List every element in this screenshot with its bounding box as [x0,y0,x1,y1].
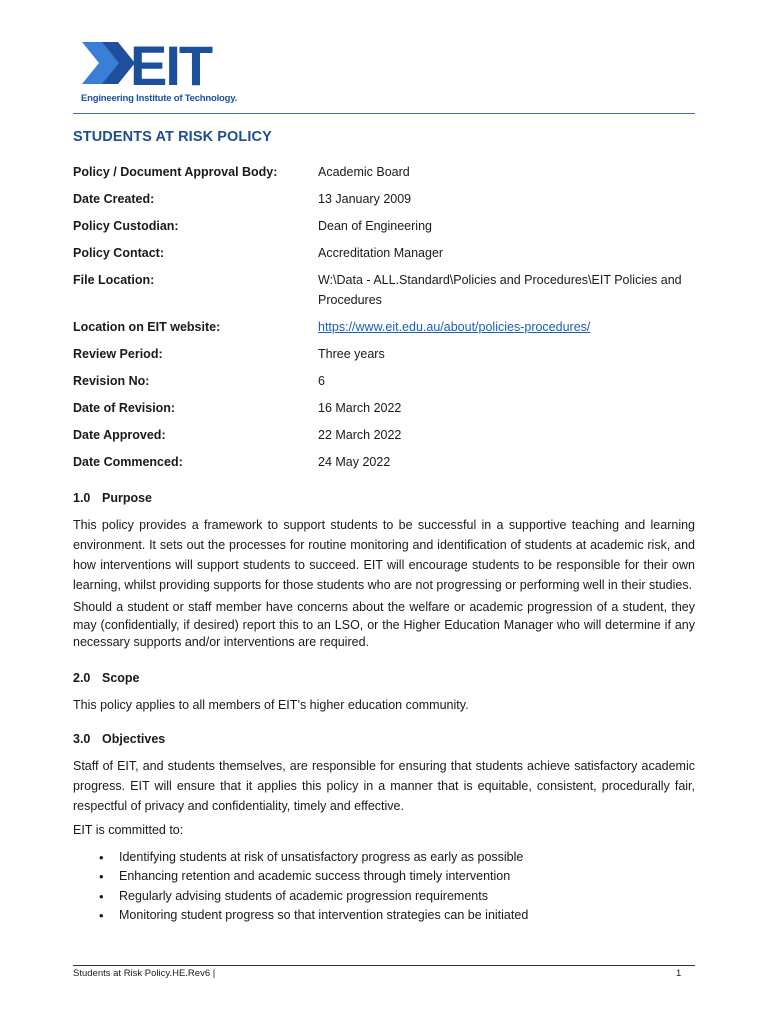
section-number: 1.0 [73,491,91,505]
meta-row-date-revision [73,398,695,418]
section-heading-purpose [73,488,695,508]
section-heading-objectives [73,729,695,749]
meta-value: Three years [318,347,385,361]
meta-label: Date Created: [73,192,155,206]
section-number: 2.0 [73,670,91,685]
meta-value: Academic Board [318,165,410,179]
policies-website-link[interactable]: https://www.eit.edu.au/about/policies-procedures/ [318,320,591,334]
meta-label: Date Approved: [73,428,166,442]
meta-label: File Location: [73,273,155,287]
meta-row-date-commenced [73,452,695,472]
meta-value: 22 March 2022 [318,428,402,442]
list-item: • Enhancing retention and academic success through timely intervention [73,867,695,887]
meta-row-contact [73,243,695,263]
footer-document-reference: Students at Risk Policy.HE.Rev6 | [73,968,216,979]
meta-value: Accreditation Manager [318,246,444,260]
section-heading-scope [73,668,695,688]
meta-row-file-location [73,270,695,310]
logo-tagline: Engineering Institute of Technology. [81,93,238,104]
section-title: Purpose [102,491,153,505]
meta-row-review-period [73,344,695,364]
logo-chevrons-icon [82,42,135,84]
meta-row-revision-no [73,371,695,391]
meta-row-date-created [73,189,695,209]
meta-row-date-approved [73,425,695,445]
meta-value: Dean of Engineering [318,219,432,233]
header-divider [73,113,695,114]
paragraph: This policy applies to all members of EIT’s higher education community. [73,697,469,712]
list-item: • Identifying students at risk of unsatisfactory progress as early as possible [73,848,695,868]
commitments-list [73,848,695,926]
meta-label: Date of Revision: [73,401,176,415]
meta-label: Review Period: [73,347,163,361]
meta-row-approval-body [73,162,695,182]
paragraph: This policy provides a framework to support students to be successful in a supportive teaching and learning environment. It sets out the processes for routine monitoring and identification of students at academic risk, and how interventions will support students to succeed. EIT will encourage students to be responsible for their own learning, whilst providing supports for those students who are not progressing or performing well in their studies. [73,518,695,592]
meta-label: Policy Custodian: [73,219,179,233]
meta-label: Policy / Document Approval Body: [73,165,278,179]
paragraph: Should a student or staff member have concerns about the welfare or academic progression of a student, they may (confidentially, if desired) report this to an LSO, or the Higher Education Manager who will determine if any necessary supports and/or interventions are required. [73,600,695,649]
meta-value: W:\Data - ALL.Standard\Policies and Procedures\EIT Policies and Procedures [318,273,682,307]
paragraph: Staff of EIT, and students themselves, are responsible for ensuring that students achieve satisfactory academic progress. EIT will ensure that it applies this policy in a manner that is equitable, consistent, procedurally fair, respectful of privacy and confidentiality, timely and effective. [73,758,695,813]
paragraph: EIT is committed to: [73,822,184,837]
footer-divider [73,965,695,966]
policy-metadata-table [73,162,695,479]
section-title: Scope [102,670,140,685]
meta-label: Revision No: [73,374,150,388]
meta-value: 13 January 2009 [318,192,412,206]
section-title: Objectives [102,731,166,746]
list-item: • Monitoring student progress so that intervention strategies can be initiated [73,906,695,926]
meta-label: Policy Contact: [73,246,164,260]
logo-wordmark: EIT [130,40,212,97]
meta-label: Date Commenced: [73,455,183,469]
meta-value: 6 [318,374,325,388]
meta-value: 16 March 2022 [318,401,402,415]
meta-row-custodian [73,216,695,236]
meta-row-website [73,317,695,337]
document-title: STUDENTS AT RISK POLICY [73,129,272,145]
meta-value: 24 May 2022 [318,455,391,469]
page-number: 1 [676,968,682,979]
meta-label: Location on EIT website: [73,320,221,334]
section-number: 3.0 [73,731,91,746]
list-item: • Regularly advising students of academic progression requirements [73,887,695,907]
policy-body [73,488,695,926]
